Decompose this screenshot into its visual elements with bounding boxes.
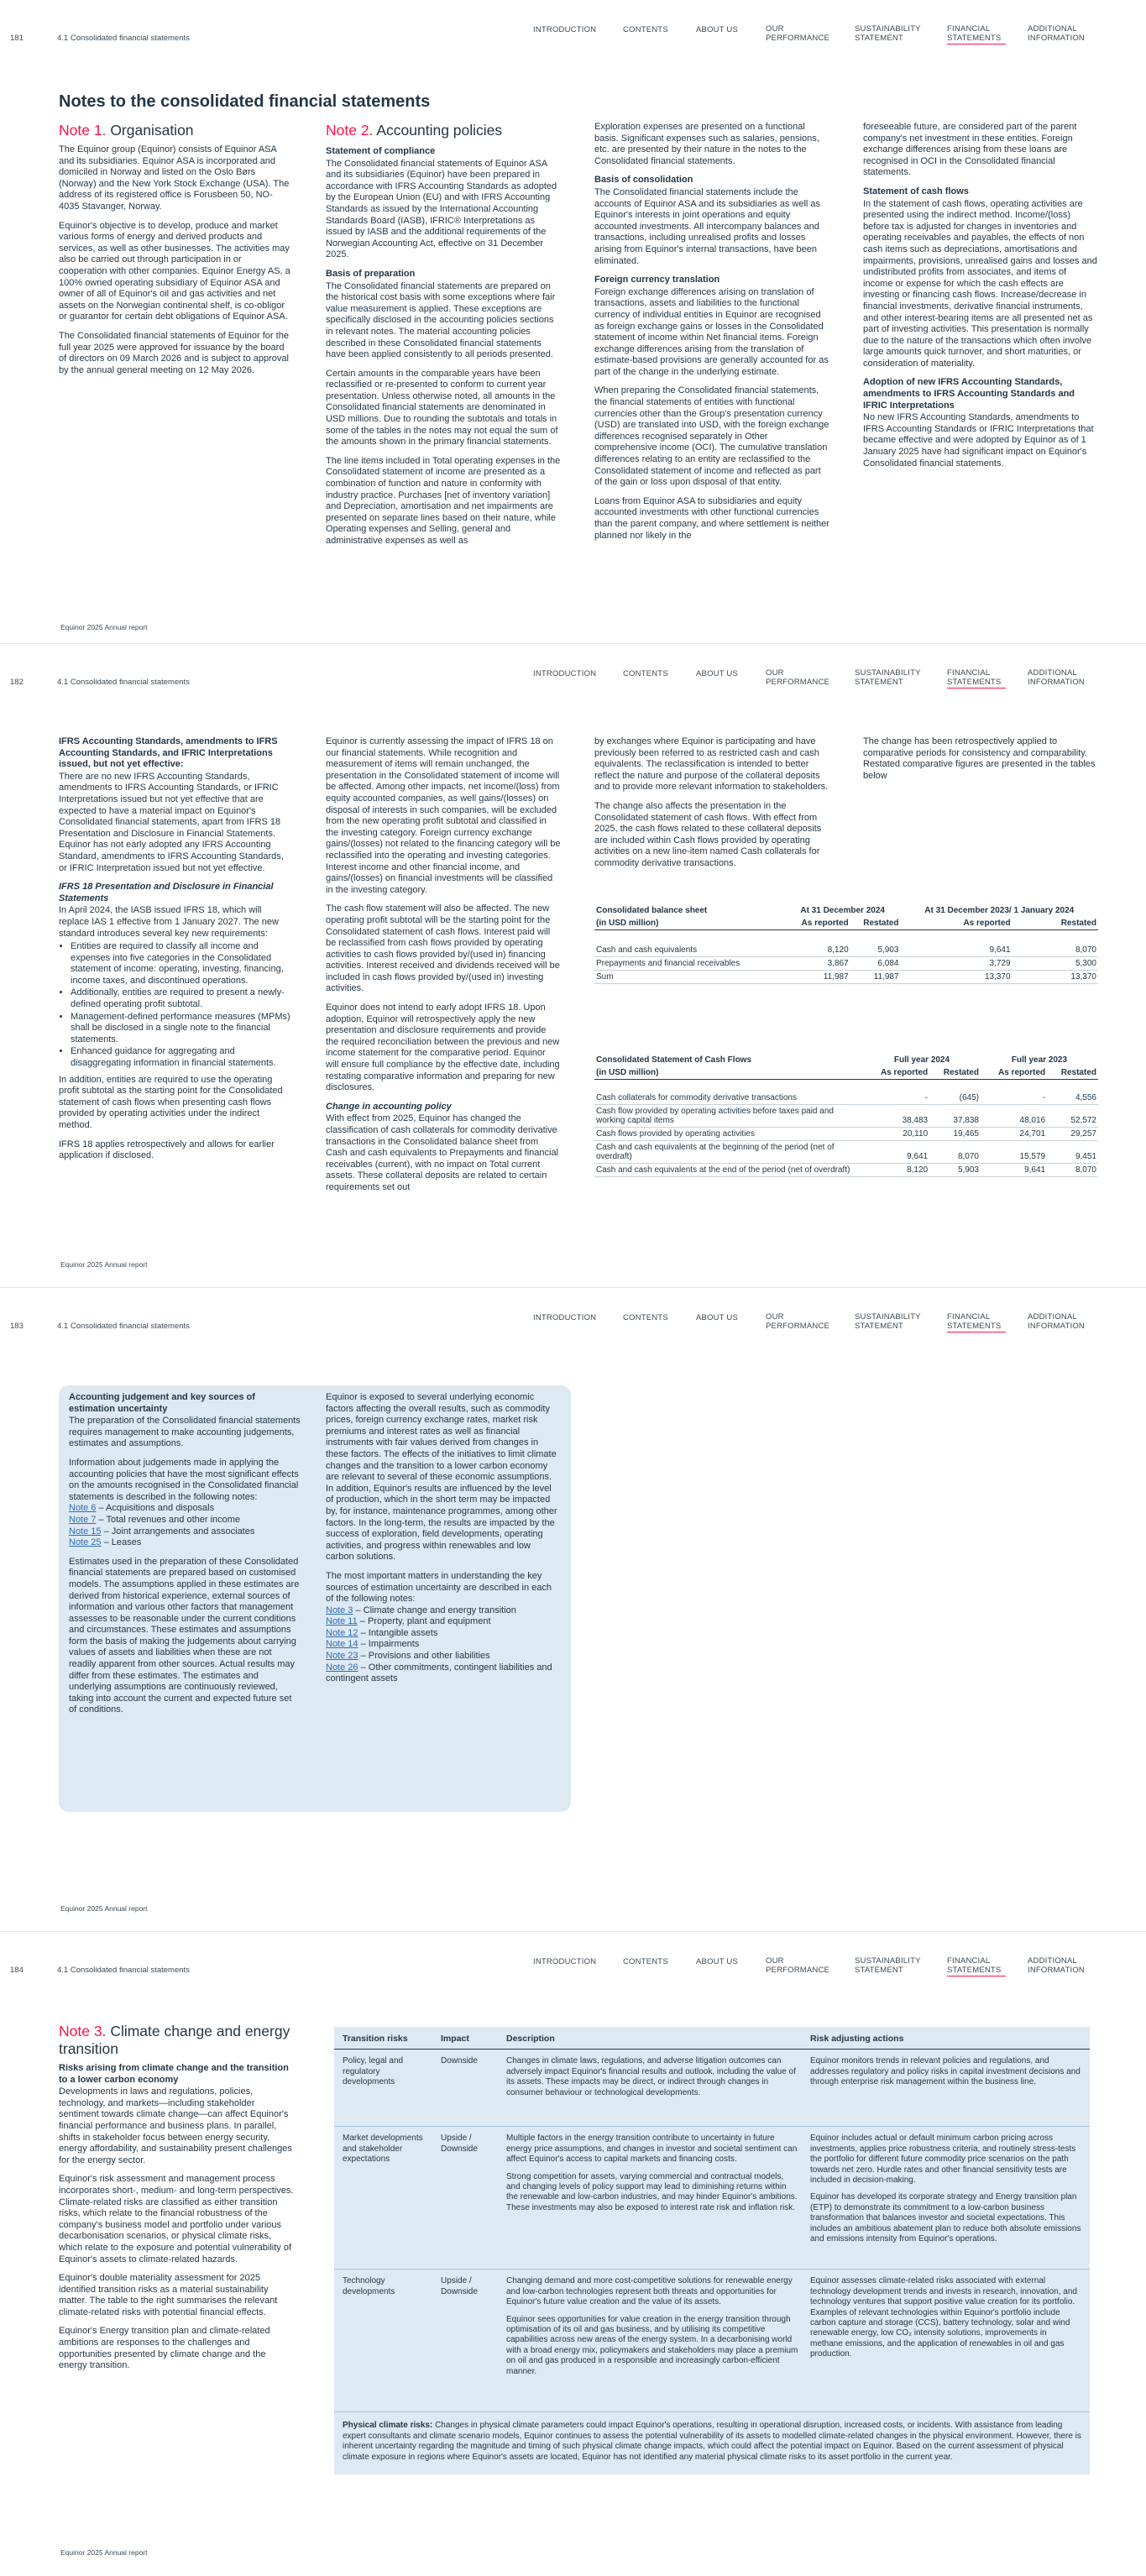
column-header: Restated [1060,919,1096,928]
column-header: Transition risks [343,2034,408,2044]
paragraph: In addition, entities are required to use the operating profit subtotal as the starting point for the Consolidated statement of cash flows when presenting cash flows provided by operating activities under the indirect method. [59,1074,283,1130]
paragraph: by exchanges where Equinor is participating and have previously been referred to as restricted cash and cash equivalents. The reclassification is intended to better reflect the nature and purpose of the collateral deposits and to provide more relevant information to stakeholders. [594,736,829,793]
paragraph: There are no new IFRS Accounting Standards, amendments to IFRS Accounting Standards, or IFRIC Interpretations issued but not yet effective that are expected to have a material impact on Equinor's Consolidated financial statements, apart from IFRS 18 Presentation and Disclosure in Financial Statements. Equinor has not early adopted any IFRS Accounting Standard, amendments to IFRS Accounting Standards, or IFRIC Interpretation issued but not yet effective. [59,771,284,873]
nav-contents[interactable]: CONTENTS [623,1957,668,1966]
nav-sustainability-statement[interactable]: SUSTAINABILITY STATEMENT [855,24,921,43]
subheading: IFRS 18 Presentation and Disclosure in Financial Statements [59,882,274,903]
paragraph: When preparing the Consolidated financial statements, the financial statements of entities with functional currencies other than the Group's presentation currency (USD) are translated into USD, with the foreign exchange differences recognised separately in Other comprehensive income (OCI). The cumulative translation differences relating to an entity are reclassified to the Consolidated statement of income and reflected as part of the gain or loss upon disposal of that entity. [594,385,829,488]
subheading: Change in accounting policy [326,1101,452,1112]
note1-column [59,122,290,384]
judgement-notes-list: Note 6 – Acquisitions and disposals Note 7 – Total revenues and other income Note 15 – Joint arrangements and associates Note 25 – Leases [69,1503,255,1548]
top-bar [0,0,1146,42]
requirements-list [71,941,290,1070]
paragraph: Equinor's Energy transition plan and climate-related ambitions are responses to the challenges and opportunities presented by climate change and the energy transition. [59,2326,270,2371]
note3-column [59,2023,294,2380]
nav-financial-statements[interactable]: FINANCIAL STATEMENTS [947,1312,1006,1333]
paragraph: The Consolidated financial statements of Equinor for the full year 2025 were approved for issuance by the board of directors on 09 March 2026 and is subject to approval by the annual general meeting on 12 May 2026. [59,330,289,375]
paragraph: Equinor is exposed to several underlying economic factors affecting the overall results, such as commodity prices, foreign currency exchange rates, market risk premiums and interest rates as well as financial instruments with fair values derived from changes in these factors. The effects of the initiatives to limit climate changes and the transition to a lower carbon economy are relevant to several of these economic assumptions. In addition, Equinor's results are influenced by the level of production, which in the short term may be impacted by, for instance, maintenance programmes, among other factors. In the long-term, the results are impacted by the success of exploration, field developments, operating activities, and progress within renewables and low carbon solutions. [326,1392,557,1563]
note-link[interactable]: Note 12 [326,1627,358,1638]
note3-heading: Note 3. Climate change and energy transition [59,2023,290,2057]
paragraph: In April 2024, the IASB issued IFRS 18, which will replace IAS 1 effective from 1 January 2027. The new standard introduces several key new requirements: [59,905,279,939]
paragraph: The most important matters in understanding the key sources of estimation uncertainty are described in each of the following notes: [326,1570,552,1605]
subheading: Basis of consolidation [594,175,693,186]
paragraph: Loans from Equinor ASA to subsidiaries and equity accounted investments with other functional currencies than the parent company, and where settlement is neither planned nor likely in the [594,495,829,541]
list-item: • Management-defined performance measures (MPMs) shall be disclosed in a single note to the financial statements. [71,1012,290,1046]
column-group: At 31 December 2024 [800,906,885,915]
paragraph: IFRS 18 applies retrospectively and allows for earlier application if disclosed. [59,1139,275,1161]
paragraph: Certain amounts in the comparable years have been reclassified or re-presented to conform to current year presentation. Unless otherwise noted, all amounts in the Consolidated financial statements are denominated in USD millions. Due to rounding the subtotals and totals in some of the tables in the notes may not equal the sum of the amounts shown in the primary financial statements. [326,368,558,448]
nav-financial-statements[interactable]: FINANCIAL STATEMENTS [947,668,1006,689]
table-header [334,2027,1090,2050]
footer: Equinor 2025 Annual report [60,1260,148,1269]
paragraph: No new IFRS Accounting Standards, amendments to IFRS Accounting Standards or IFRIC Interpretations that became effective and were adopted by Equinor as of 1 January 2025 have had significant impact on Equinor's Consolidated financial statements. [863,412,1094,469]
nav-introduction[interactable]: INTRODUCTION [533,25,597,34]
cash-flow-table [594,1054,1098,1177]
subheading: Foreign currency translation [594,275,720,285]
paragraph: With effect from 2025, Equinor has changed the classification of cash collaterals for commodity derivative transactions in the Consolidated balance sheet from Cash and cash equivalents to Prepayments and financial receivables (current), with no impact on Total current assets. These collateral deposits are related to certain requirements set out [326,1113,559,1192]
table-row: Sum 11,987 11,987 13,370 13,370 [594,970,1098,983]
nav-sustainability-statement[interactable]: SUSTAINABILITY STATEMENT [855,1956,921,1975]
nav-introduction[interactable]: INTRODUCTION [533,669,597,678]
paragraph: In the statement of cash flows, operating activities are presented using the indirect method. Income/(loss) before tax is adjusted for changes in inventories and operating receivables and payables, the effects of non cash items such as depreciations, amortisations and impairments, provisions, unrealised gains and losses and undistributed profits from associates, and items of income or expense for which the cash effects are investing or financing cash flows. Increase/decrease in financial investments, derivative financial instruments, and other interest-bearing items are all presented net as part of investing activities. This presentation is normally due to the nature of the transactions which often involve large amounts quick turnover, and short maturities, or consideration of materiality. [863,198,1097,369]
nav-financial-statements[interactable]: FINANCIAL STATEMENTS [947,24,1006,45]
page-number: 184 [10,1966,24,1975]
estimation-notes-list: Note 3 – Climate change and energy transition Note 11 – Property, plant and equipment Note 12 – Intangible assets Note 14 – Impairments Note 23 – Provisions and other liabilities Note 26 – Other commitments, contingent liabilities and contingent assets [326,1605,552,1684]
top-bar [0,1932,1146,1974]
subheading: Adoption of new IFRS Accounting Standards, amendments to IFRS Accounting Standards and IFRIC Interpretations [863,377,1075,411]
table-row: Technology developments Upside / Downside Changing demand and more cost-competitive solutions for renewable energy and low-carbon technologies represent both threats and opportunities for Equinor's future value creation and the value of its assets. Equinor sees opportunities for value creation in the energy transition through optimisation of its oil and gas business, and by utilising its competitive capabilities across new areas of the energy system. In a decarbonising world with a broad energy mix, policymakers and stakeholders may place a premium on oil and gas produced in a responsible and increasingly carbon-efficient manner. Equinor assesses climate-related risks associated with external technology development trends and invests in research, innovation, and technology ventures that support positive value creation for its portfolio. Examples of relevant technologies within Equinor's portfolio include carbon capture and storage (CCS), battery technology, solar and wind renewable energy, low CO₂ intensity solutions, improvements in methane emissions, and the application of renewables in oil and gas production. [334,2270,1090,2412]
table-unit: (in USD million) [596,919,659,928]
column-group: At 31 December 2023/ 1 January 2024 [924,906,1075,915]
column-header: As reported [963,919,1011,928]
table-row: Prepayments and financial receivables 3,867 6,084 3,729 5,300 [594,956,1098,970]
note-link[interactable]: Note 25 [69,1537,102,1548]
nav-financial-statements[interactable]: FINANCIAL STATEMENTS [947,1956,1006,1977]
column-2 [326,736,561,1202]
note-link[interactable]: Note 23 [326,1651,358,1662]
nav-additional-information[interactable]: ADDITIONAL INFORMATION [1028,24,1085,43]
nav-sustainability-statement[interactable]: SUSTAINABILITY STATEMENT [855,668,921,687]
nav-contents[interactable]: CONTENTS [623,25,668,34]
column-header: Risk adjusting actions [810,2034,904,2044]
table-row: Cash flow provided by operating activities before taxes paid and working capital items 38,483 37,838 48,016 52,572 [594,1104,1098,1127]
paragraph: Developments in laws and regulations, policies, technology, and markets—including stakeholder sentiment towards climate change—can affect Equinor's financial performance and business plans. In parallel, shifts in stakeholder focus between energy security, energy affordability, and sustainability present challenges for the energy sector. [59,2086,292,2165]
table-row: Policy, legal and regulatory developments Downside Changes in climate laws, regulations, and adverse litigation outcomes can adversely impact Equinor's financial results and outlook, including the value of its assets. These impacts may be direct, or indirect through changes in consumer behaviour or technological developments. Equinor monitors trends in relevant policies and regulations, and addresses regulatory and policy risks in capital investment decisions and through enterprise risk management within the business line. [334,2050,1090,2127]
nav-sustainability-statement[interactable]: SUSTAINABILITY STATEMENT [855,1312,921,1331]
top-bar [0,1288,1146,1330]
column-1 [69,1392,301,1724]
section-label: 4.1 Consolidated financial statements [57,1322,190,1331]
nav-introduction[interactable]: INTRODUCTION [533,1957,597,1966]
column-2 [326,1392,559,1685]
table-row: Cash collaterals for commodity derivative transactions - (645) - 4,556 [594,1092,1098,1105]
note-link[interactable]: Note 3 [326,1605,353,1615]
column-1 [59,736,290,1170]
table-row: Cash and cash equivalents at the end of the period (net of overdraft) 8,120 5,903 9,641 8,070 [594,1163,1098,1176]
top-bar [0,644,1146,686]
paragraph: The Consolidated financial statements include the accounts of Equinor ASA and its subsidiaries as well as Equinor's interests in joint operations and equity accounted investments. All intercompany balances and transactions, including unrealised profits and losses arising from Equinor's internal transactions, have been eliminated. [594,186,821,266]
note-link[interactable]: Note 11 [326,1616,358,1627]
table-title: Consolidated balance sheet [596,906,708,915]
page-181 [0,0,1146,644]
column-4 [863,736,1098,789]
paragraph: The cash flow statement will also be affected. The new operating profit subtotal will be the starting point for the Consolidated statement of cash flows. Interest paid will be reclassified from cash flows provided by operating activities to cash flows provided by/(used in) financing activities. Interest received and dividends received will be included in cash flows provided by/(used in) investing activities. [326,903,560,994]
footer: Equinor 2025 Annual report [60,1904,148,1913]
page-182 [0,644,1146,1288]
column-3 [594,122,829,549]
section-label: 4.1 Consolidated financial statements [57,678,190,687]
subheading: Statement of compliance [326,146,436,156]
column-header: Restated [943,1068,979,1077]
paragraph: Equinor's double materiality assessment for 2025 identified transition risks as a material sustainability matter. The table to the right summarises the relevant climate-related risks with potential financial effects. [59,2273,278,2317]
nav-our-performance[interactable]: OUR PERFORMANCE [766,1956,830,1975]
list-item: • Entities are required to classify all income and expenses into five categories in the Consolidated statement of income: operating, investing, financing, income taxes, and discontinued operations. [71,941,290,987]
note-link[interactable]: Note 14 [326,1639,358,1650]
subheading: Risks arising from climate change and the transition to a lower carbon economy [59,2063,289,2085]
subheading: Basis of preparation [326,268,416,279]
page-number: 182 [10,678,24,687]
nav-our-performance[interactable]: OUR PERFORMANCE [766,668,830,687]
paragraph: Estimates used in the preparation of these Consolidated financial statements are prepared based on customised models. The assumptions applied in these estimates are derived from historical experience, external sources of information and various other factors that management assesses to be reasonable under the current conditions and circumstances. These estimates and assumptions form the basis of making the judgements about carrying values of assets and liabilities when these are not readily apparent from other sources. Actual results may differ from these estimates. The estimates and underlying assumptions are continuously reviewed, taking into account the current and expected future set of conditions. [69,1556,300,1715]
nav-about-us[interactable]: ABOUT US [696,669,738,678]
paragraph: Equinor's objective is to develop, produce and market various forms of energy and derived products and services, as well as other businesses. The activities may also be carried out through participation in or cooperation with other companies. Equinor Energy AS, a 100% owned operating subsidiary of Equinor ASA and owner of all of Equinor's oil and gas activities and net assets on the Norwegian continental shelf, is co-obligor or guarantor for certain debt obligations of Equinor ASA. [59,220,290,322]
balance-sheet-table [594,904,1098,984]
list-item: • Additionally, entities are required to present a newly-defined operating profit subtotal. [71,987,290,1010]
nav-additional-information[interactable]: ADDITIONAL INFORMATION [1028,668,1085,687]
footer: Equinor 2025 Annual report [60,2548,148,2557]
nav-contents[interactable]: CONTENTS [623,1313,668,1322]
column-header: Restated [1060,1068,1096,1077]
nav-about-us[interactable]: ABOUT US [696,1313,738,1322]
paragraph: The change has been retrospectively applied to comparative periods for consistency and comparability. Restated comparative figures are presented in the tables below [863,736,1096,781]
column-group: Full year 2023 [1011,1055,1068,1065]
page-number: 183 [10,1322,24,1331]
page-183 [0,1288,1146,1932]
table-row: Cash and cash equivalents 8,120 5,903 9,641 8,070 [594,944,1098,957]
subheading: IFRS Accounting Standards, amendments to IFRS Accounting Standards, and IFRIC Interpretations issued, but not yet effective: [59,736,278,770]
note-link[interactable]: Note 6 [69,1503,97,1514]
note-link[interactable]: Note 15 [69,1526,102,1537]
note-link[interactable]: Note 7 [69,1514,97,1525]
column-header: As reported [881,1068,929,1077]
column-4 [863,122,1098,477]
paragraph: Foreign exchange differences arising on translation of transactions, assets and liabilities to the functional currency of individual entities in Equinor are recognised as foreign exchange gains or losses in the Consolidated statement of income within Net financial items. Foreign exchange differences arising from the translation of estimate-based provisions are generally accounted for as part of the change in the underlying estimate. [594,286,829,377]
nav-about-us[interactable]: ABOUT US [696,25,738,34]
paragraph: foreseeable future, are considered part of the parent company's net investment in these entities. Foreign exchange differences arising from these loans are recognised in OCI in the Consolidated financial statements. [863,122,1077,178]
nav-additional-information[interactable]: ADDITIONAL INFORMATION [1028,1312,1085,1331]
table-row: Cash and cash equivalents at the beginning of the period (net of overdraft) 9,641 8,070 15,579 9,451 [594,1140,1098,1163]
paragraph: The line items included in Total operating expenses in the Consolidated statement of income are presented as a combination of function and nature in conformity with industry practice. Purchases [net of inventory variation] and Depreciation, amortisation and net impairments are presented on separate lines based on their nature, while Operating expenses and Selling, general and administrative expenses as well as [326,455,561,546]
page-title: Notes to the consolidated financial statements [59,92,431,111]
paragraph: The Equinor group (Equinor) consists of Equinor ASA and its subsidiaries. Equinor ASA is incorporated and domiciled in Norway and listed on the Oslo Børs (Norway) and the New York Stock Exchange (USA). The address of its registered office is Forusbeen 50, NO-4035 Stavanger, Norway. [59,144,290,212]
column-header: As reported [997,1068,1046,1077]
column-3 [594,736,829,877]
list-item: • Enhanced guidance for aggregating and disaggregating information in financial statements. [71,1046,290,1069]
nav-our-performance[interactable]: OUR PERFORMANCE [766,24,830,43]
subheading: Statement of cash flows [863,186,969,196]
paragraph: Equinor is currently assessing the impact of IFRS 18 on our financial statements. While recognition and measurement of items will remain unchanged, the presentation in the Consolidated statement of income will be affected. Among other impacts, net income/(loss) from equity accounted companies, as well gains/(losses) on disposal of interests in such companies, will be excluded from the new operating profit subtotal and classified in the investing category. Foreign currency exchange gains/(losses) not related to the financing category will be reclassified into the operating and investing categories. Interest income and other financial income, and gains/(losses) on financial investments will be classified in the investing category. [326,736,561,895]
column-header: Impact [441,2034,469,2044]
paragraph: The Consolidated financial statements are prepared on the historical cost basis with some exceptions where fair value measurement is applied. These exceptions are specifically disclosed in the accounting policies sections in relevant notes. The material accounting policies described in these Consolidated financial statements have been applied consistently to all periods presented. [326,280,556,360]
paragraph: The preparation of the Consolidated financial statements requires management to make accounting judgements, estimates and assumptions. [69,1416,301,1449]
column-group: Full year 2024 [893,1055,950,1065]
note2-heading: Note 2. Accounting policies [326,122,503,139]
table-row: Market developments and stakeholder expectations Upside / Downside Multiple factors in the energy transition contribute to uncertainty in future energy price assumptions, and changes in investor and societal sentiment can affect Equinor's access to capital markets and financing costs. Strong competition for assets, varying commercial and contractual models, and changing levels of policy support may lead to diminishing returns within the renewable and low-carbon industries, and may hinder Equinor's ambitions. These investments may also be exposed to interest rate risk and inflation risk. Equinor includes actual or default minimum carbon pricing across investments, applies price robustness criteria, and routinely stress-tests the portfolio for different future commodity price scenarios on the path towards net zero. Hurdle rates and other financial sensitivity tests are included in decision-making. Equinor has developed its corporate strategy and Energy transition plan (ETP) to demonstrate its commitment to a low-carbon business transformation that balances investor and societal expectations. This includes an ambitious abatement plan to reduce both absolute emissions and emissions intensity from Equinor's operations. [334,2127,1090,2270]
section-label: 4.1 Consolidated financial statements [57,34,190,43]
paragraph: Equinor does not intend to early adopt IFRS 18. Upon adoption, Equinor will retrospectively apply the new presentation and disclosure requirements and provide the required reconciliation between the previous and new income statement for the comparative period. Equinor will ensure full compliance by the effective date, including restating comparative information and preparing for new disclosures. [326,1003,560,1093]
paragraph: Exploration expenses are presented on a functional basis. Significant expenses such as salaries, pensions, etc. are presented by their nature in the notes to the Consolidated financial statements. [594,122,819,166]
table-title: Consolidated Statement of Cash Flows [596,1055,752,1065]
nav-our-performance[interactable]: OUR PERFORMANCE [766,1312,830,1331]
footer: Equinor 2025 Annual report [60,623,148,631]
table-row: Cash flows provided by operating activities 20,110 19,465 24,701 29,257 [594,1127,1098,1140]
column-header: Description [506,2034,555,2044]
paragraph: Equinor's risk assessment and management process incorporates short-, medium- and long-term perspectives. Climate-related risks are classified as either transition risks, which relate to the financial robustness of the company's business model and portfolio under various decarbonisation scenarios, or physical climate risks, which relate to the exposure and potential vulnerability of Equinor's assets to climate-related hazards. [59,2174,294,2264]
subheading: Accounting judgement and key sources of estimation uncertainty [69,1392,255,1414]
page-number: 181 [10,34,24,43]
physical-risks-note: Physical climate risks: Changes in physical climate parameters could impact Equinor's operations, resulting in operational disruption, increased costs, or incidents. With assistance from leading expert consultants and climate scenario models, Equinor continues to assess the potential vulnerability of its assets to modelled climate-related changes in the physical environment. However, there is inherent uncertainty regarding the magnitude and timing of such physical climate change impacts, which could affect the potential impact on Equinor. Based on the current assessment of physical climate exposure in regions where Equinor's assets are located, Equinor has not identified any material physical climate risks to its asset portfolio in the current year. [343,2421,1081,2462]
table-unit: (in USD million) [596,1068,659,1077]
column-header: Restated [863,919,899,928]
paragraph: The change also affects the presentation in the Consolidated statement of cash flows. With effect from 2025, the cash flows related to these collateral deposits are included within Cash flows provided by operating activities on a new line-item named Cash collaterals for commodity derivative transactions. [594,800,822,868]
nav-introduction[interactable]: INTRODUCTION [533,1313,597,1322]
nav-about-us[interactable]: ABOUT US [696,1957,738,1966]
paragraph: Information about judgements made in applying the accounting policies that have the most significant effects on the amounts recognised in the Consolidated financial statements is described in the following notes: [69,1457,299,1502]
section-label: 4.1 Consolidated financial statements [57,1966,190,1975]
nav-additional-information[interactable]: ADDITIONAL INFORMATION [1028,1956,1085,1975]
column-header: As reported [801,919,849,928]
note-link[interactable]: Note 26 [326,1662,358,1673]
note2-column [326,122,561,555]
note1-heading: Note 1. Organisation [59,122,194,139]
transition-risks-table [334,2027,1090,2474]
paragraph: The Consolidated financial statements of Equinor ASA and its subsidiaries (Equinor) have been prepared in accordance with IFRS Accounting Standards as adopted by the European Union (EU) and with IFRS Accounting Standards as issued by the International Accounting Standards Board (IASB), IFRIC® Interpretations as issued by IASB and the additional requirements of the Norwegian Accounting Act, effective on 31 December 2025. [326,158,557,260]
nav-contents[interactable]: CONTENTS [623,669,668,678]
